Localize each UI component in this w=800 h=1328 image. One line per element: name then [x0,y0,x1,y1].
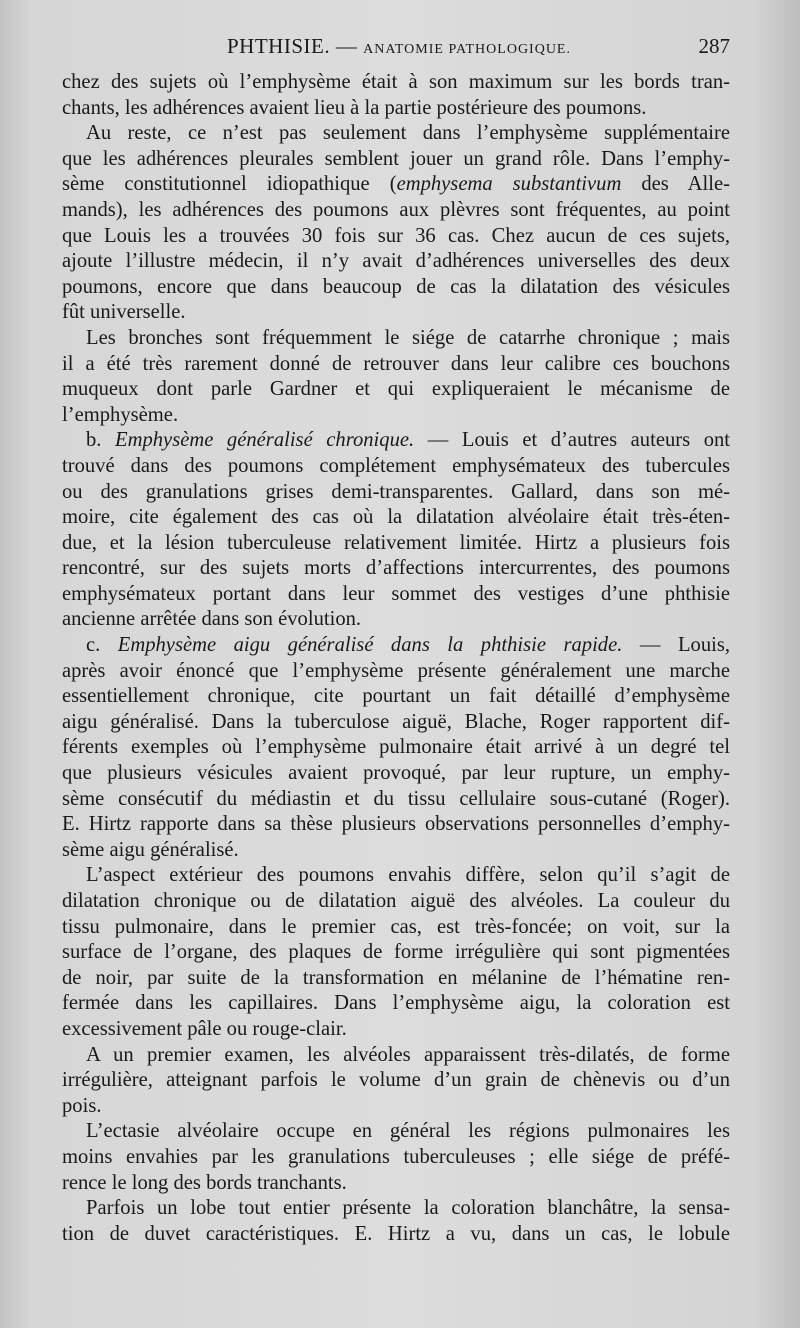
running-title-subtitle: ANATOMIE PATHOLOGIQUE. [363,42,571,57]
text-line: moins envahies par les granulations tuberculeuses ; elle siége de préfé- [62,1145,730,1168]
running-title-main: PHTHISIE. — [227,34,358,58]
text-line: sème consécutif du médiastin et du tissu cellulaire sous-cutané (Roger). [62,787,730,810]
text-line: l’emphysème. [62,403,179,426]
text-line: rencontré, sur des sujets morts d’affections intercurrentes, des poumons [62,557,730,580]
text-line: Au reste, ce n’est pas seulement dans l’emphysème supplémentaire [86,122,730,145]
text-line: A un premier examen, les alvéoles apparaissent très-dilatés, de forme [86,1043,730,1066]
text-line: que les adhérences pleurales semblent jouer un grand rôle. Dans l’emphy- [62,147,730,170]
text-line: tion de duvet caractéristiques. E. Hirtz a vu, dans un cas, le lobule [62,1222,730,1245]
text-line: que Louis les a trouvées 30 fois sur 36 cas. Chez aucun de ces sujets, [62,224,730,247]
text-line: aigu généralisé. Dans la tuberculose aiguë, Blache, Roger rapportent dif- [62,710,730,733]
text-line: mands), les adhérences des poumons aux plèvres sont fréquentes, au point [62,198,730,221]
text-line: L’aspect extérieur des poumons envahis diffère, selon qu’il s’agit de [86,864,730,887]
text-line: trouvé dans des poumons complétement emphysémateux des tubercules [62,454,730,477]
text-line: sème constitutionnel idiopathique (emphysema substantivum des Alle- [62,173,730,196]
text-line: E. Hirtz rapporte dans sa thèse plusieurs observations personnelles d’emphy- [62,813,730,836]
text-line: due, et la lésion tuberculeuse relativement limitée. Hirtz a plusieurs fois [62,531,730,554]
text-line: fermée dans les capillaires. Dans l’emphysème aigu, la coloration est [62,992,730,1015]
text-line: ou des granulations grises demi-transparentes. Gallard, dans son mé- [62,480,730,503]
text-line: excessivement pâle ou rouge-clair. [62,1017,347,1040]
text-line: chez des sujets où l’emphysème était à son maximum sur les bords tran- [62,71,730,93]
text-line: dilatation chronique ou de dilatation aiguë des alvéoles. La couleur du [62,890,730,912]
text-line: fût universelle. [62,301,186,324]
text-line: muqueux dont parle Gardner et qui expliqueraient le mécanisme de [62,378,730,401]
page-number: 287 [698,34,730,58]
text-line: ajoute l’illustre médecin, il n’y avait d’adhérences universelles des deux [62,250,730,273]
text-line: Les bronches sont fréquemment le siége de catarrhe chronique ; mais [86,326,730,349]
text-line: chants, les adhérences avaient lieu à la partie postérieure des poumons. [62,96,647,119]
text-line: poumons, encore que dans beaucoup de cas la dilatation des vésicules [62,275,730,298]
text-line: emphysémateux portant dans leur sommet des vestiges d’une phthisie [62,582,730,605]
text-line: Parfois un lobe tout entier présente la coloration blanchâtre, la sensa- [86,1197,730,1220]
text-line: rence le long des bords tranchants. [62,1171,347,1194]
body-text [62,70,730,1247]
page-header [62,34,730,64]
text-line: surface de l’organe, des plaques de forme irrégulière qui sont pigmentées [62,941,730,964]
text-line: après avoir énoncé que l’emphysème présente généralement une marche [62,659,730,682]
text-line: b. Emphysème généralisé chronique. — Louis et d’autres auteurs ont [86,429,730,452]
text-line: c. Emphysème aigu généralisé dans la phthisie rapide. — Louis, [86,634,730,657]
text-line: de noir, par suite de la transformation en mélanine de l’hématine ren- [62,966,730,989]
text-line: férents exemples où l’emphysème pulmonaire était arrivé à un degré tel [62,736,730,759]
text-line: L’ectasie alvéolaire occupe en général les régions pulmonaires les [86,1120,730,1143]
text-line: que plusieurs vésicules avaient provoqué, par leur rupture, un emphy- [62,762,730,785]
text-line: irrégulière, atteignant parfois le volume d’un grain de chènevis ou d’un [62,1069,730,1092]
running-title [227,34,571,59]
text-line: ancienne arrêtée dans son évolution. [62,608,362,631]
text-line: il a été très rarement donné de retrouver dans leur calibre ces bouchons [62,352,730,375]
text-line: essentiellement chronique, cite pourtant un fait détaillé d’emphysème [62,685,730,708]
text-line: tissu pulmonaire, dans le premier cas, est très-foncée; on voit, sur la [62,915,730,938]
text-line: pois. [62,1094,102,1117]
text-line: sème aigu généralisé. [62,838,239,861]
text-line: moire, cite également des cas où la dilatation alvéolaire était très-éten- [62,506,730,529]
